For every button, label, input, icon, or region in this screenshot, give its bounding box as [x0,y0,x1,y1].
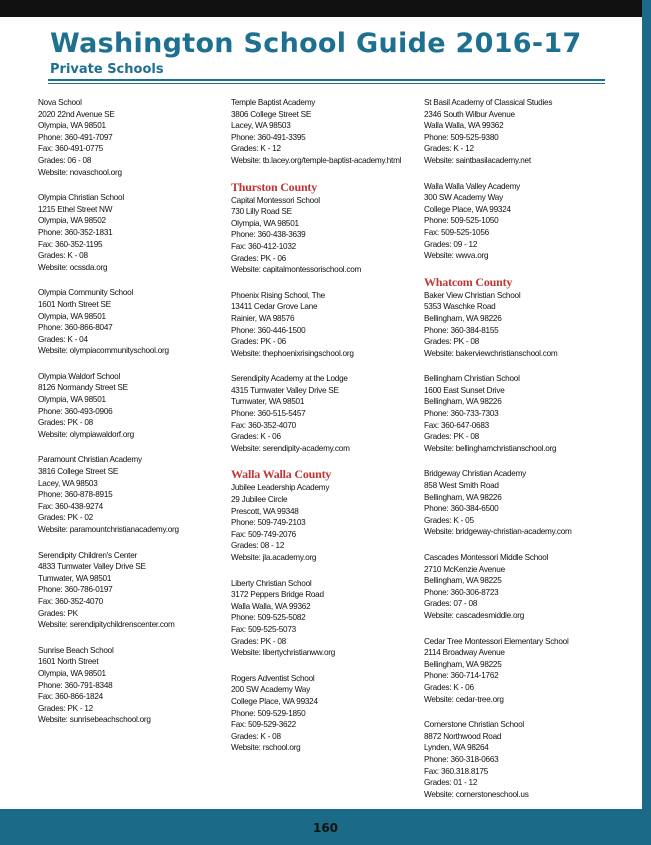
school-city: Olympia, WA 98501 [38,668,106,678]
school-street: 1215 Ethel Street NW [38,204,113,214]
school-street: 4833 Tumwater Valley Drive SE [38,562,146,572]
school-website: Website: libertychristianww.org [231,648,336,658]
school-phone: Phone: 360-438-3639 [231,230,306,240]
school-grades: Grades: K - 04 [38,334,88,344]
school-phone: Phone: 360-318-0663 [424,754,499,764]
school-phone: Phone: 360-878-8915 [38,490,113,500]
school-street: 200 SW Academy Way [231,685,310,695]
school-fax: Fax: 360-412-1032 [231,241,296,251]
school-phone: Phone: 360-791-8348 [38,680,113,690]
school-grades: Grades: PK [38,608,78,618]
school-website: Website: novaschool.org [38,167,122,177]
page-number: 160 [312,821,339,835]
school-website: Website: cornerstoneschool.us [424,789,529,799]
page-subtitle: Private Schools [50,62,164,77]
school-city: Bellingham, WA 98225 [424,576,502,586]
school-phone: Phone: 360-446-1500 [231,325,306,335]
school-entry [38,287,223,357]
school-fax: Fax: 360.318.8175 [424,766,489,776]
school-street: 4315 Tumwater Valley Drive SE [231,385,339,395]
school-street: 1601 North Street [38,657,99,667]
school-name: Olympia Christian School [38,193,124,203]
school-grades: Grades: 09 - 12 [424,239,478,249]
school-website: Website: serendipity-academy.com [231,443,350,453]
school-fax: Fax: 360-491-0775 [38,144,103,154]
column-1 [38,97,223,740]
school-city: Bellingham, WA 98225 [424,659,502,669]
school-entry [231,290,416,360]
school-name: Sunrise Beach School [38,645,114,655]
school-street: 29 Jubilee Circle [231,495,288,505]
school-website: Website: jla.academy.org [231,553,317,562]
school-grades: Grades: 07 - 08 [424,599,478,609]
school-grades: Grades: K - 05 [424,515,474,525]
school-fax: Fax: 509-749-2076 [231,529,296,539]
school-city: Prescott, WA 99348 [231,506,299,516]
school-city: Tumwater, WA 98501 [38,573,112,583]
top-bar [0,0,651,17]
school-name: Nova School [38,98,82,107]
school-fax: Fax: 360-866-1824 [38,692,103,702]
school-fax: Fax: 509-525-5073 [231,624,296,634]
school-grades: Grades: K - 06 [424,682,474,692]
school-city: Olympia, WA 98501 [38,311,106,321]
school-grades: Grades: PK - 06 [231,337,286,347]
school-grades: Grades: PK - 08 [424,337,479,347]
school-name: Olympia Community School [38,288,134,298]
school-phone: Phone: 360-491-7097 [38,132,113,142]
school-fax: Fax: 509-525-1056 [424,227,489,237]
school-website: Website: tb.lacey.org/temple-baptist-academy.html [231,155,402,165]
school-phone: Phone: 509-749-2103 [231,518,306,528]
county-heading: Whatcom County [424,274,513,289]
school-name: Baker View Christian School [424,290,521,300]
school-city: Walla Walla, WA 99362 [424,121,504,131]
school-street: 300 SW Academy Way [424,193,503,203]
school-street: 2346 South Wilbur Avenue [424,109,515,119]
school-name: Bellingham Christian School [424,374,520,384]
school-website: Website: sunrisebeachschool.org [38,715,151,725]
school-name: Phoenix Rising School, The [231,290,325,300]
school-phone: Phone: 360-384-6500 [424,504,499,514]
school-entry [424,97,609,167]
school-name: Bridgeway Christian Academy [424,469,527,479]
school-street: 5353 Waschke Road [424,302,496,312]
school-name: Serendipity Children's Center [38,550,137,560]
school-street: 2114 Broadway Avenue [424,648,505,658]
title-rule [48,79,605,81]
school-entry [231,482,416,563]
school-entry [231,578,416,659]
school-phone: Phone: 360-384-8155 [424,325,499,335]
school-fax: Fax: 360-352-1195 [38,239,103,249]
school-website: Website: olympiawaldorf.org [38,429,134,439]
school-city: Olympia, WA 98501 [38,121,106,131]
school-city: College Place, WA 99324 [231,696,318,706]
school-name: Cedar Tree Montessori Elementary School [424,636,569,646]
school-phone: Phone: 360-352-1831 [38,227,113,237]
school-phone: Phone: 360-786-0197 [38,585,113,595]
school-website: Website: capitalmontessorischool.com [231,265,362,275]
school-website: Website: ocssda.org [38,262,108,272]
school-grades: Grades: K - 12 [424,144,474,154]
school-street: 2710 McKenzie Avenue [424,564,505,574]
school-grades: Grades: K - 06 [231,432,281,442]
school-street: 8872 Northwood Road [424,731,502,741]
school-name: Rogers Adventist School [231,673,315,683]
county-heading: Thurston County [231,179,318,194]
school-city: Bellingham, WA 98226 [424,397,502,407]
school-phone: Phone: 509-525-9380 [424,132,499,142]
school-phone: Phone: 360-733-7303 [424,409,499,419]
school-entry [424,636,609,706]
school-grades: Grades: PK - 08 [424,432,479,442]
school-street: 1600 East Sunset Drive [424,385,505,395]
school-fax: Fax: 360-352-4070 [38,596,103,606]
school-phone: Phone: 360-714-1762 [424,671,499,681]
school-city: Olympia, WA 98501 [231,218,299,228]
column-2 [231,97,416,768]
school-fax: Fax: 360-352-4070 [231,420,296,430]
school-grades: Grades: K - 12 [231,144,281,154]
school-entry [231,373,416,454]
school-name: Serendipity Academy at the Lodge [231,374,348,384]
school-name: Temple Baptist Academy [231,98,316,107]
school-fax: Fax: 360-647-0683 [424,420,489,430]
school-city: Lacey, WA 98503 [38,478,98,488]
school-website: Website: cedar-tree.org [424,694,504,704]
school-entry [38,550,223,631]
school-website: Website: saintbasilacademy.net [424,155,531,165]
school-grades: Grades: 01 - 12 [424,778,478,788]
school-city: Rainier, WA 98576 [231,313,295,323]
school-phone: Phone: 360-306-8723 [424,587,499,597]
school-website: Website: bridgeway-christian-academy.com [424,527,572,537]
school-website: Website: rschool.org [231,743,301,753]
school-website: Website: olympiacommunityschool.org [38,346,169,356]
school-name: St Basil Academy of Classical Studies [424,98,553,107]
school-street: 3806 College Street SE [231,109,312,119]
school-entry [424,181,609,262]
page-title: Washington School Guide 2016-17 [50,28,582,59]
school-fax: Fax: 360-438-9274 [38,501,103,511]
right-edge-bar [642,0,651,845]
school-street: 3816 College Street SE [38,467,119,477]
school-entry [424,373,609,454]
school-name: Cornerstone Christian School [424,720,524,730]
school-entry [424,552,609,622]
school-entry [424,719,609,800]
school-street: 858 West Smith Road [424,481,499,491]
school-street: 730 Lilly Road SE [231,207,292,217]
school-entry [231,97,416,167]
school-street: 2020 22nd Avenue SE [38,109,115,119]
school-city: Bellingham, WA 98226 [424,313,502,323]
school-city: Tumwater, WA 98501 [231,397,305,407]
school-city: Bellingham, WA 98226 [424,492,502,502]
school-entry [38,97,223,178]
school-grades: Grades: PK - 06 [231,253,286,263]
school-street: 1601 North Street SE [38,299,111,309]
school-website: Website: wwva.org [424,251,489,261]
school-grades: Grades: PK - 08 [231,636,286,646]
school-phone: Phone: 360-515-5457 [231,409,306,419]
school-entry [38,645,223,726]
school-name: Liberty Christian School [231,578,312,588]
school-phone: Phone: 509-525-1050 [424,216,499,226]
school-grades: Grades: PK - 12 [38,703,93,713]
school-city: College Place, WA 99324 [424,204,511,214]
school-website: Website: thephoenixrisingschool.org [231,348,354,358]
school-grades: Grades: 06 - 08 [38,155,92,165]
school-phone: Phone: 509-525-5082 [231,613,306,623]
school-name: Cascades Montessori Middle School [424,553,549,562]
school-grades: Grades: 08 - 12 [231,541,285,551]
school-phone: Phone: 360-493-0906 [38,406,113,416]
school-website: Website: bellinghamchristianschool.org [424,443,557,453]
school-street: 3172 Peppers Bridge Road [231,590,324,600]
school-phone: Phone: 509-529-1850 [231,708,306,718]
title-rule-thin [48,83,605,84]
school-grades: Grades: PK - 08 [38,418,93,428]
school-website: Website: bakerviewchristianschool.com [424,348,558,358]
school-name: Olympia Waldorf School [38,371,121,381]
school-website: Website: cascadesmiddle.org [424,610,525,620]
school-city: Lynden, WA 98264 [424,743,489,753]
school-entry [38,192,223,273]
school-grades: Grades: PK - 02 [38,513,93,523]
school-website: Website: paramountchristianacademy.org [38,525,179,534]
school-fax: Fax: 509-529-3622 [231,720,296,730]
school-entry [38,371,223,441]
school-city: Olympia, WA 98502 [38,216,106,226]
school-name: Jubilee Leadership Academy [231,483,330,493]
school-entry [231,195,416,276]
school-grades: Grades: K - 08 [231,731,281,741]
school-city: Lacey, WA 98503 [231,121,291,131]
school-street: 8126 Normandy Street SE [38,383,128,393]
school-name: Walla Walla Valley Academy [424,181,521,191]
school-entry [424,290,609,360]
school-entry [38,454,223,535]
school-website: Website: serendipitychildrenscenter.com [38,620,175,630]
school-name: Paramount Christian Academy [38,455,142,465]
school-phone: Phone: 360-491-3395 [231,132,306,142]
county-heading: Walla Walla County [231,467,332,482]
school-entry [424,468,609,538]
column-3 [424,97,609,814]
school-entry [231,673,416,754]
school-name: Capital Montessori School [231,195,320,205]
school-city: Walla Walla, WA 99362 [231,601,311,611]
school-street: 13411 Cedar Grove Lane [231,302,318,312]
school-phone: Phone: 360-866-8047 [38,323,113,333]
school-grades: Grades: K - 08 [38,251,88,261]
school-city: Olympia, WA 98501 [38,395,106,405]
